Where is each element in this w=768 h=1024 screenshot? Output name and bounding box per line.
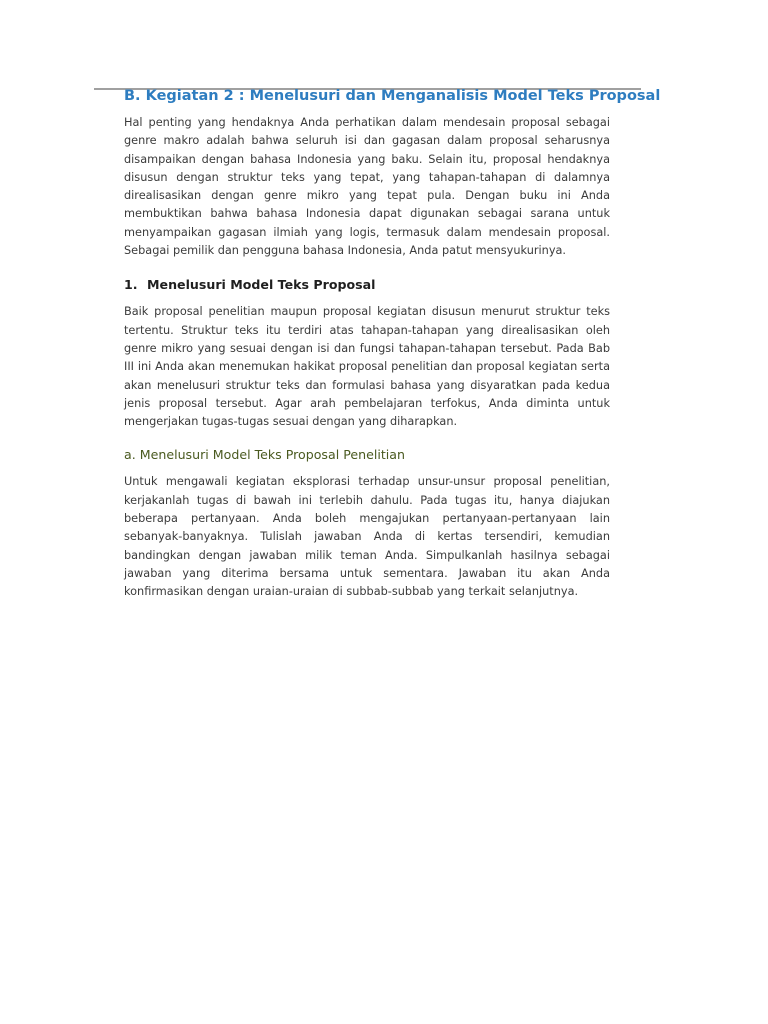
subsubsection-title: a. Menelusuri Model Teks Proposal Penelitian	[124, 447, 405, 463]
subsubsection-paragraph: Untuk mengawali kegiatan eksplorasi terhadap unsur-unsur proposal penelitian, kerjakanlah tugas di bawah ini terlebih dahulu. Pada tugas itu, hanya diajukan beberapa pertanyaan. Anda boleh mengajukan pertanyaan-pertanyaan lain sebanyak-banyaknya. Tulislah jawaban Anda di kertas tersendiri, kemudian bandingkan dengan jawaban milik teman Anda. Simpulkanlah hasilnya sebagai jawaban yang diterima bersama untuk sementara. Jawaban itu akan Anda konfirmasikan dengan uraian-uraian di subbab-subbab yang terkait selanjutnya.	[124, 475, 610, 599]
document-content	[124, 88, 661, 602]
section-intro-paragraph: Hal penting yang hendaknya Anda perhatikan dalam mendesain proposal sebagai genre makro adalah bahwa seluruh isi dan gagasan dalam proposal seharusnya disampaikan dengan bahasa Indonesia yang baku. Selain itu, proposal hendaknya disusun dengan struktur teks yang tepat, yang tahapan-tahapan di dalamnya direalisasikan dengan genre mikro yang tepat pula. Dengan buku ini Anda membuktikan bahwa bahasa Indonesia dapat digunakan sebagai sarana untuk menyampaikan gagasan ilmiah yang logis, termasuk dalam mendesain proposal. Sebagai pemilik dan pengguna bahasa Indonesia, Anda patut mensyukurinya.	[124, 116, 610, 258]
subsection-paragraph: Baik proposal penelitian maupun proposal kegiatan disusun menurut struktur teks tertentu. Struktur teks itu terdiri atas tahapan-tahapan yang direalisasikan oleh genre mikro yang sesuai dengan isi dan fungsi tahapan-tahapan tersebut. Pada Bab III ini Anda akan menemukan hakikat proposal penelitian dan proposal kegiatan serta akan menelusuri struktur teks dan formulasi bahasa yang disyaratkan pada kedua jenis proposal tersebut. Agar arah pembelajaran terfokus, Anda diminta untuk mengerjakan tugas-tugas sesuai dengan yang diharapkan.	[124, 305, 610, 429]
subsection-title: Menelusuri Model Teks Proposal	[147, 277, 376, 293]
section-title: B. Kegiatan 2 : Menelusuri dan Menganalisis Model Teks Proposal	[124, 88, 661, 104]
subsection-number: 1.	[124, 277, 138, 293]
subsection-heading	[124, 275, 610, 295]
